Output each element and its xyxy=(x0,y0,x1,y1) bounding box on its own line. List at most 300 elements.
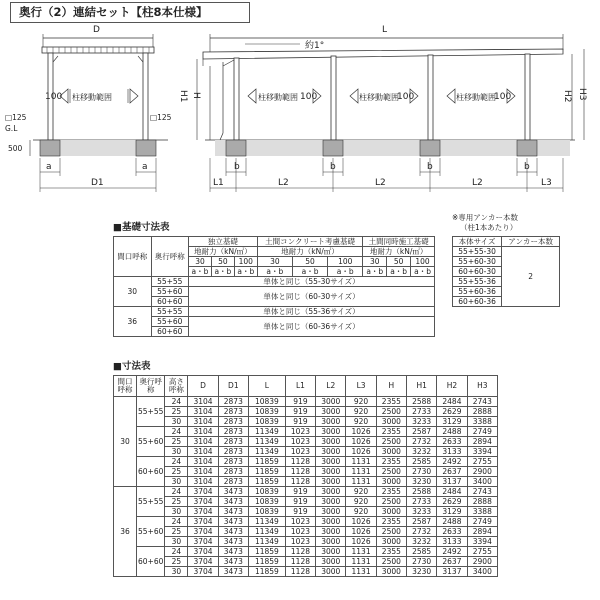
value-cell: 2587 xyxy=(407,517,437,527)
value-cell: 2633 xyxy=(437,437,467,447)
dims-header-cell: L1 xyxy=(285,376,315,397)
value-cell: 3394 xyxy=(467,537,497,547)
dims-header-cell: H3 xyxy=(467,376,497,397)
dim-l2-3: L2 xyxy=(472,178,483,188)
value-cell: 2355 xyxy=(376,517,406,527)
anchor-note-sub: （柱1本あたり） xyxy=(460,223,518,232)
ab: a・b xyxy=(387,267,411,277)
same-30: 単体と同じ（55-30サイズ） xyxy=(189,277,435,287)
ab: a・b xyxy=(363,267,387,277)
value-cell: 25 xyxy=(165,497,188,507)
range-100-2: 100 xyxy=(397,92,415,102)
value-cell: 1131 xyxy=(346,467,376,477)
range-label-2: 柱移動範囲 xyxy=(359,93,399,102)
value-cell: 11859 xyxy=(248,457,285,467)
value-cell: 2588 xyxy=(407,397,437,407)
value-cell: 11859 xyxy=(248,467,285,477)
value-cell: 11859 xyxy=(248,547,285,557)
value-cell: 919 xyxy=(285,497,315,507)
ab: a・b xyxy=(211,267,234,277)
value-cell: 24 xyxy=(165,517,188,527)
dim-125-left: □125 xyxy=(5,113,27,122)
anchor-count: 2 xyxy=(502,247,560,307)
value-cell: 1026 xyxy=(346,427,376,437)
depth-cell: 55+55 xyxy=(137,397,165,427)
value-cell: 3000 xyxy=(316,507,346,517)
table-row xyxy=(114,497,498,507)
dim-a-right: a xyxy=(142,162,148,172)
anchor-note: ※専用アンカー本数 xyxy=(452,213,518,222)
val: 30 xyxy=(257,257,292,267)
value-cell: 2355 xyxy=(376,457,406,467)
value-cell: 3473 xyxy=(218,497,248,507)
value-cell: 2633 xyxy=(437,527,467,537)
value-cell: 30 xyxy=(165,537,188,547)
value-cell: 1128 xyxy=(285,467,315,477)
dims-table xyxy=(113,375,498,577)
table-row xyxy=(114,447,498,457)
dim-l3-label: L3 xyxy=(541,178,552,188)
value-cell: 3000 xyxy=(376,567,406,577)
front-view-diagram xyxy=(180,20,600,200)
value-cell: 3000 xyxy=(316,467,346,477)
range-100-1: 100 xyxy=(300,92,318,102)
dims-header-cell: 間口呼称 xyxy=(114,376,137,397)
value-cell: 2588 xyxy=(407,487,437,497)
value-cell: 2488 xyxy=(437,427,467,437)
anchor-size: 55+55-36 xyxy=(453,277,502,287)
depth-cell: 55+60 xyxy=(137,427,165,457)
slope-label: 約1° xyxy=(305,41,325,51)
value-cell: 2484 xyxy=(437,397,467,407)
anchor-table xyxy=(452,236,560,307)
value-cell: 3137 xyxy=(437,567,467,577)
value-cell: 919 xyxy=(285,417,315,427)
table-row xyxy=(114,487,498,497)
value-cell: 3473 xyxy=(218,507,248,517)
table-row xyxy=(114,457,498,467)
value-cell: 2873 xyxy=(218,427,248,437)
ab: a・b xyxy=(292,267,327,277)
depth-cell: 55+55 xyxy=(151,277,189,287)
value-cell: 3473 xyxy=(218,517,248,527)
table-row xyxy=(114,467,498,477)
span-30: 30 xyxy=(114,277,152,307)
value-cell: 1131 xyxy=(346,547,376,557)
value-cell: 1026 xyxy=(346,437,376,447)
ab: a・b xyxy=(411,267,435,277)
value-cell: 3104 xyxy=(188,457,218,467)
value-cell: 1128 xyxy=(285,477,315,487)
range-100-3: 100 xyxy=(494,92,512,102)
value-cell: 2492 xyxy=(437,457,467,467)
value-cell: 1131 xyxy=(346,457,376,467)
value-cell: 3473 xyxy=(218,547,248,557)
value-cell: 2873 xyxy=(218,397,248,407)
value-cell: 3104 xyxy=(188,447,218,457)
value-cell: 919 xyxy=(285,397,315,407)
value-cell: 3000 xyxy=(316,417,346,427)
value-cell: 2355 xyxy=(376,427,406,437)
value-cell: 11349 xyxy=(248,537,285,547)
value-cell: 2733 xyxy=(407,497,437,507)
value-cell: 10839 xyxy=(248,417,285,427)
value-cell: 3473 xyxy=(218,527,248,537)
dims-header-cell: H2 xyxy=(437,376,467,397)
value-cell: 3104 xyxy=(188,397,218,407)
val: 50 xyxy=(292,257,327,267)
value-cell: 10839 xyxy=(248,407,285,417)
value-cell: 30 xyxy=(165,507,188,517)
value-cell: 2484 xyxy=(437,487,467,497)
val: 30 xyxy=(363,257,387,267)
value-cell: 2629 xyxy=(437,407,467,417)
value-cell: 2492 xyxy=(437,547,467,557)
value-cell: 2355 xyxy=(376,547,406,557)
value-cell: 3000 xyxy=(316,527,346,537)
value-cell: 3704 xyxy=(188,537,218,547)
value-cell: 3000 xyxy=(376,507,406,517)
value-cell: 1023 xyxy=(285,437,315,447)
value-cell: 1131 xyxy=(346,477,376,487)
value-cell: 1128 xyxy=(285,457,315,467)
dim-b-1: b xyxy=(234,162,240,172)
value-cell: 2743 xyxy=(467,397,497,407)
value-cell: 30 xyxy=(165,567,188,577)
ab: a・b xyxy=(234,267,257,277)
value-cell: 1128 xyxy=(285,557,315,567)
value-cell: 2743 xyxy=(467,487,497,497)
value-cell: 1023 xyxy=(285,427,315,437)
value-cell: 2500 xyxy=(376,497,406,507)
value-cell: 11349 xyxy=(248,517,285,527)
value-cell: 919 xyxy=(285,487,315,497)
val: 50 xyxy=(211,257,234,267)
value-cell: 2585 xyxy=(407,457,437,467)
range-100-left: 100 xyxy=(45,92,63,102)
value-cell: 920 xyxy=(346,507,376,517)
table-row xyxy=(114,417,498,427)
gl-label: G.L xyxy=(5,124,18,133)
value-cell: 3473 xyxy=(218,567,248,577)
ab: a・b xyxy=(257,267,292,277)
value-cell: 11859 xyxy=(248,557,285,567)
span-36: 36 xyxy=(114,307,152,337)
value-cell: 3704 xyxy=(188,487,218,497)
anchor-size: 55+60-36 xyxy=(453,287,502,297)
value-cell: 3104 xyxy=(188,407,218,417)
value-cell: 2755 xyxy=(467,457,497,467)
dim-h-label: H xyxy=(191,92,201,99)
value-cell: 2894 xyxy=(467,527,497,537)
anchor-size: 55+55-30 xyxy=(453,247,502,257)
ab: a・b xyxy=(189,267,212,277)
value-cell: 3232 xyxy=(407,447,437,457)
value-cell: 2873 xyxy=(218,457,248,467)
value-cell: 2900 xyxy=(467,557,497,567)
dim-h3-label: H3 xyxy=(577,88,587,101)
value-cell: 3129 xyxy=(437,417,467,427)
dim-h2-label: H2 xyxy=(562,90,572,103)
foundation-table xyxy=(113,236,435,337)
table-row xyxy=(114,527,498,537)
value-cell: 3133 xyxy=(437,537,467,547)
value-cell: 2730 xyxy=(407,557,437,567)
value-cell: 3000 xyxy=(316,557,346,567)
value-cell: 3000 xyxy=(316,487,346,497)
value-cell: 11859 xyxy=(248,567,285,577)
value-cell: 3704 xyxy=(188,497,218,507)
table-row xyxy=(114,427,498,437)
depth-500-label: 500 xyxy=(8,144,23,153)
value-cell: 920 xyxy=(346,487,376,497)
value-cell: 3230 xyxy=(407,477,437,487)
dim-d-label: D xyxy=(93,25,100,35)
value-cell: 2355 xyxy=(376,487,406,497)
depth-cell: 55+55 xyxy=(137,487,165,517)
dim-b-3: b xyxy=(427,162,433,172)
dims-header-cell: H1 xyxy=(407,376,437,397)
dim-a-left: a xyxy=(46,162,52,172)
value-cell: 2888 xyxy=(467,497,497,507)
value-cell: 3104 xyxy=(188,437,218,447)
value-cell: 3704 xyxy=(188,527,218,537)
value-cell: 3133 xyxy=(437,447,467,457)
depth-cell: 55+60 xyxy=(137,517,165,547)
value-cell: 3000 xyxy=(316,477,346,487)
value-cell: 3233 xyxy=(407,417,437,427)
value-cell: 25 xyxy=(165,407,188,417)
same-36: 単体と同じ（55-36サイズ） xyxy=(189,307,435,317)
depth-cell: 55+60 xyxy=(151,317,189,327)
dims-title: ■寸法表 xyxy=(113,361,151,372)
value-cell: 1023 xyxy=(285,447,315,457)
value-cell: 2873 xyxy=(218,467,248,477)
value-cell: 3400 xyxy=(467,567,497,577)
value-cell: 3704 xyxy=(188,517,218,527)
value-cell: 3704 xyxy=(188,507,218,517)
dim-l2-1: L2 xyxy=(278,178,289,188)
table-row xyxy=(114,507,498,517)
depth-cell: 55+55 xyxy=(151,307,189,317)
same-36b: 単体と同じ（60-36サイズ） xyxy=(189,317,435,337)
dim-l-label: L xyxy=(382,25,388,35)
dim-125-right: □125 xyxy=(150,113,172,122)
value-cell: 10839 xyxy=(248,507,285,517)
value-cell: 3000 xyxy=(376,537,406,547)
value-cell: 2637 xyxy=(437,557,467,567)
value-cell: 3104 xyxy=(188,477,218,487)
bearing-2: 地耐力（kN/㎡） xyxy=(257,247,363,257)
dims-header-cell: 高さ呼称 xyxy=(165,376,188,397)
range-label-1: 柱移動範囲 xyxy=(258,93,298,102)
table-row xyxy=(114,537,498,547)
span-cell: 36 xyxy=(114,487,137,577)
group-1: 独立基礎 xyxy=(189,237,258,247)
val: 100 xyxy=(328,257,363,267)
val: 30 xyxy=(189,257,212,267)
same-30b: 単体と同じ（60-30サイズ） xyxy=(189,287,435,307)
value-cell: 2894 xyxy=(467,437,497,447)
depth-cell: 60+60 xyxy=(137,547,165,577)
dims-header-cell: L xyxy=(248,376,285,397)
span-cell: 30 xyxy=(114,397,137,487)
ab: a・b xyxy=(328,267,363,277)
value-cell: 1023 xyxy=(285,537,315,547)
value-cell: 1131 xyxy=(346,567,376,577)
value-cell: 25 xyxy=(165,437,188,447)
value-cell: 10839 xyxy=(248,497,285,507)
value-cell: 2500 xyxy=(376,437,406,447)
value-cell: 2873 xyxy=(218,447,248,457)
value-cell: 3000 xyxy=(316,427,346,437)
dim-b-2: b xyxy=(330,162,336,172)
value-cell: 11859 xyxy=(248,477,285,487)
value-cell: 3704 xyxy=(188,567,218,577)
value-cell: 25 xyxy=(165,557,188,567)
value-cell: 2732 xyxy=(407,527,437,537)
value-cell: 2732 xyxy=(407,437,437,447)
value-cell: 3000 xyxy=(376,447,406,457)
side-view-diagram xyxy=(0,20,200,200)
depth-cell: 60+60 xyxy=(137,457,165,487)
value-cell: 24 xyxy=(165,457,188,467)
value-cell: 920 xyxy=(346,397,376,407)
value-cell: 2873 xyxy=(218,407,248,417)
value-cell: 2730 xyxy=(407,467,437,477)
value-cell: 920 xyxy=(346,417,376,427)
val: 100 xyxy=(234,257,257,267)
value-cell: 2488 xyxy=(437,517,467,527)
value-cell: 1026 xyxy=(346,447,376,457)
value-cell: 30 xyxy=(165,477,188,487)
anchor-head-size: 本体サイズ xyxy=(453,237,502,247)
h-span: 間口呼称 xyxy=(114,237,152,277)
value-cell: 2500 xyxy=(376,527,406,537)
value-cell: 3473 xyxy=(218,537,248,547)
value-cell: 3104 xyxy=(188,417,218,427)
value-cell: 2873 xyxy=(218,477,248,487)
table-row xyxy=(114,547,498,557)
value-cell: 3230 xyxy=(407,567,437,577)
value-cell: 1026 xyxy=(346,517,376,527)
value-cell: 3000 xyxy=(316,457,346,467)
dim-b-4: b xyxy=(524,162,530,172)
dims-header-cell: D1 xyxy=(218,376,248,397)
value-cell: 2749 xyxy=(467,517,497,527)
value-cell: 3000 xyxy=(316,407,346,417)
value-cell: 3704 xyxy=(188,557,218,567)
dims-header-cell: L3 xyxy=(346,376,376,397)
val: 50 xyxy=(387,257,411,267)
value-cell: 3000 xyxy=(316,517,346,527)
value-cell: 3000 xyxy=(376,417,406,427)
range-label-left: 柱移動範囲 xyxy=(72,93,112,102)
page-title: 奥行（2）連結セット【柱8本仕様】 xyxy=(10,2,250,23)
dim-h1-label: H1 xyxy=(178,90,188,103)
value-cell: 2749 xyxy=(467,427,497,437)
foundation-title: ■基礎寸法表 xyxy=(113,222,170,233)
value-cell: 3137 xyxy=(437,477,467,487)
value-cell: 24 xyxy=(165,487,188,497)
anchor-size: 60+60-30 xyxy=(453,267,502,277)
dims-header-cell: H xyxy=(376,376,406,397)
value-cell: 1026 xyxy=(346,527,376,537)
dims-header-cell: L2 xyxy=(316,376,346,397)
value-cell: 2888 xyxy=(467,407,497,417)
value-cell: 3000 xyxy=(316,437,346,447)
value-cell: 2873 xyxy=(218,437,248,447)
dim-d1-label: D1 xyxy=(91,178,104,188)
value-cell: 3129 xyxy=(437,507,467,517)
value-cell: 2873 xyxy=(218,417,248,427)
h-depth: 奥行呼称 xyxy=(151,237,189,277)
depth-cell: 60+60 xyxy=(151,297,189,307)
bearing-1: 地耐力（kN/㎡） xyxy=(189,247,258,257)
value-cell: 919 xyxy=(285,407,315,417)
value-cell: 1128 xyxy=(285,567,315,577)
value-cell: 3000 xyxy=(376,477,406,487)
value-cell: 2900 xyxy=(467,467,497,477)
val: 100 xyxy=(411,257,435,267)
value-cell: 2585 xyxy=(407,547,437,557)
value-cell: 30 xyxy=(165,447,188,457)
table-row xyxy=(114,517,498,527)
dims-header-cell: 奥行呼称 xyxy=(137,376,165,397)
value-cell: 2629 xyxy=(437,497,467,507)
table-row xyxy=(114,477,498,487)
table-row xyxy=(114,567,498,577)
anchor-size: 60+60-36 xyxy=(453,297,502,307)
value-cell: 11349 xyxy=(248,437,285,447)
dim-l1-label: L1 xyxy=(213,178,224,188)
value-cell: 920 xyxy=(346,407,376,417)
anchor-size: 55+60-30 xyxy=(453,257,502,267)
range-label-3: 柱移動範囲 xyxy=(456,93,496,102)
group-3: 土間同時施工基礎 xyxy=(363,237,435,247)
value-cell: 1128 xyxy=(285,547,315,557)
value-cell: 2355 xyxy=(376,397,406,407)
value-cell: 3394 xyxy=(467,447,497,457)
value-cell: 24 xyxy=(165,397,188,407)
value-cell: 3232 xyxy=(407,537,437,547)
table-row xyxy=(114,407,498,417)
value-cell: 25 xyxy=(165,467,188,477)
value-cell: 2755 xyxy=(467,547,497,557)
value-cell: 2587 xyxy=(407,427,437,437)
value-cell: 2500 xyxy=(376,557,406,567)
anchor-head-count: アンカー本数 xyxy=(502,237,560,247)
value-cell: 11349 xyxy=(248,427,285,437)
dim-l2-2: L2 xyxy=(375,178,386,188)
value-cell: 3388 xyxy=(467,417,497,427)
value-cell: 919 xyxy=(285,507,315,517)
value-cell: 3104 xyxy=(188,467,218,477)
value-cell: 3400 xyxy=(467,477,497,487)
table-row xyxy=(114,437,498,447)
value-cell: 3473 xyxy=(218,557,248,567)
depth-cell: 60+60 xyxy=(151,327,189,337)
value-cell: 10839 xyxy=(248,397,285,407)
bearing-3: 地耐力（kN/㎡） xyxy=(363,247,435,257)
value-cell: 3473 xyxy=(218,487,248,497)
value-cell: 920 xyxy=(346,497,376,507)
value-cell: 2500 xyxy=(376,407,406,417)
value-cell: 30 xyxy=(165,417,188,427)
value-cell: 3704 xyxy=(188,547,218,557)
value-cell: 3104 xyxy=(188,427,218,437)
value-cell: 11349 xyxy=(248,447,285,457)
